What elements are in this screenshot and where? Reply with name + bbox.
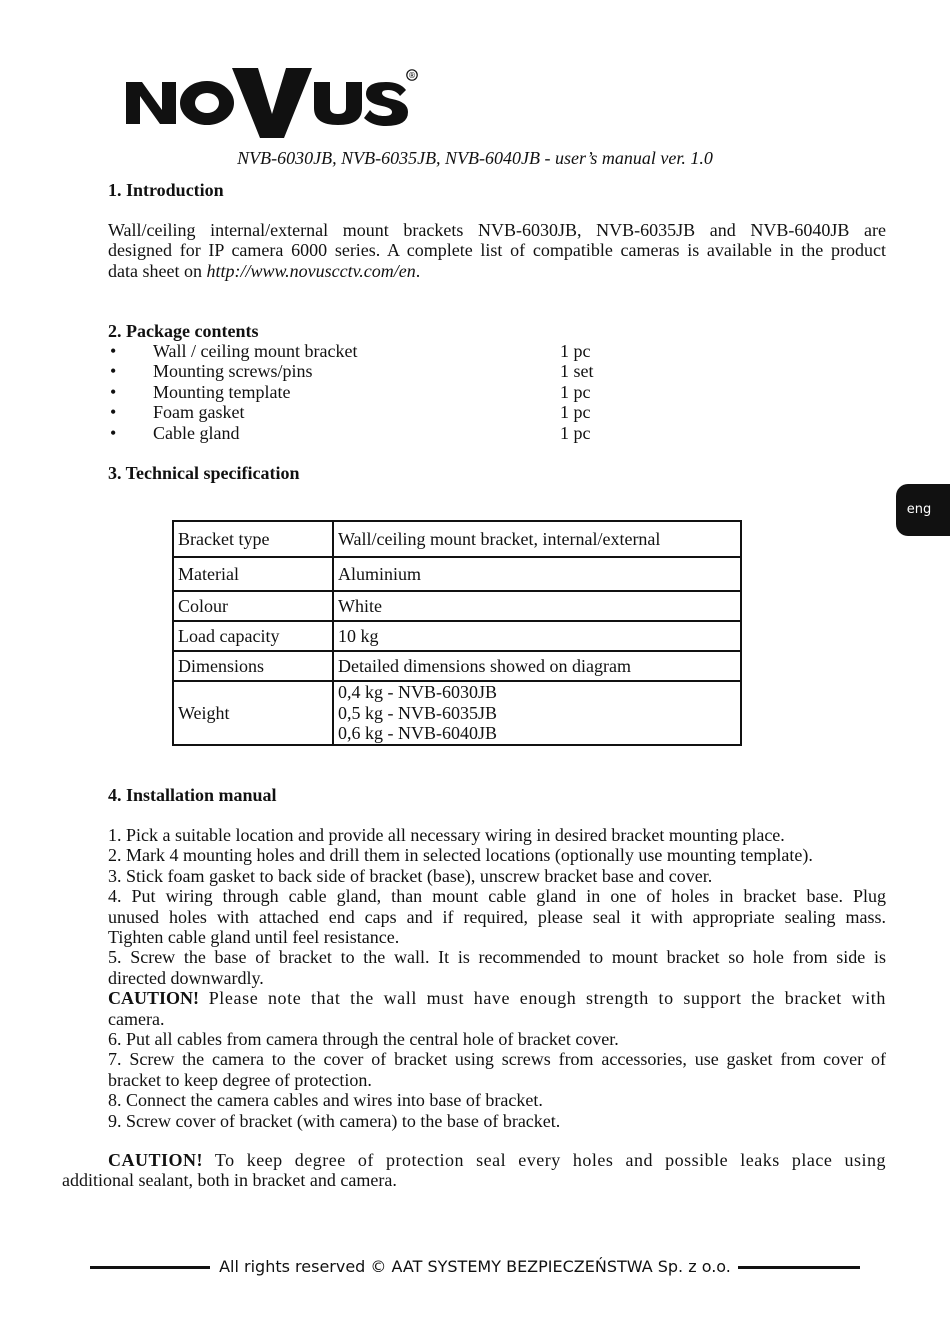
language-tab[interactable]: eng <box>896 484 950 536</box>
bullet-icon: • <box>110 422 117 443</box>
step-line: 3. Stick foam gasket to back side of bracket (base), unscrew bracket base and cover. <box>108 865 713 886</box>
spec-key: Material <box>173 557 333 591</box>
spec-key: Load capacity <box>173 621 333 651</box>
section-heading-introduction: 1. Introduction <box>108 180 224 200</box>
list-item <box>108 423 708 443</box>
item-name: Foam gasket <box>153 402 245 423</box>
intro-text: data sheet on <box>108 260 207 281</box>
step-line: 5. Screw the base of bracket to the wall. It is recommended to mount bracket so hole from side is <box>108 947 886 968</box>
caution-text: Please note that the wall must have enough strength to support the bracket with <box>199 988 886 1009</box>
caution-line <box>108 988 886 1008</box>
footer <box>0 1255 950 1279</box>
item-quantity: 1 pc <box>560 381 591 402</box>
item-quantity: 1 pc <box>560 341 591 361</box>
item-name: Mounting template <box>153 381 291 402</box>
spec-key: Bracket type <box>173 521 333 557</box>
step-line: 7. Screw the camera to the cover of bracket using screws from accessories, use gasket from cover of <box>108 1049 886 1070</box>
step-line: 8. Connect the camera cables and wires into base of bracket. <box>108 1090 543 1111</box>
step-line: 9. Screw cover of bracket (with camera) to the base of bracket. <box>108 1110 561 1131</box>
intro-text: . <box>415 260 421 281</box>
bullet-icon: • <box>110 402 117 423</box>
section-heading-technical-specification: 3. Technical specification <box>108 463 300 483</box>
novus-logo <box>124 62 420 140</box>
table-row <box>173 651 741 681</box>
item-quantity: 1 pc <box>560 422 591 443</box>
list-item <box>108 402 708 422</box>
intro-line: designed for IP camera 6000 series. A complete list of compatible cameras is available in the product <box>108 240 886 261</box>
step-line: Tighten cable gland until feel resistance. <box>108 927 400 948</box>
spec-value: Detailed dimensions showed on diagram <box>333 651 741 681</box>
step-line: unused holes with attached end caps and if required, please seal it with appropriate sealing mass. <box>108 906 886 927</box>
step-line: 2. Mark 4 mounting holes and drill them in selected locations (optionally use mounting template). <box>108 845 813 866</box>
caution-label: CAUTION! <box>108 1150 204 1170</box>
step-line: directed downwardly. <box>108 967 264 988</box>
website-link[interactable]: http://www.novuscctv.com/en <box>206 260 416 281</box>
novus-logo-graphic <box>124 62 420 140</box>
table-row <box>173 681 741 745</box>
final-caution <box>62 1150 886 1191</box>
step-line: 4. Put wiring through cable gland, than mount cable gland in one of holes in bracket base. Plug <box>108 886 886 907</box>
caution-line: camera. <box>108 1008 165 1029</box>
svg-text:®: ® <box>408 71 416 80</box>
list-item <box>108 382 708 402</box>
bullet-icon: • <box>110 341 117 361</box>
spec-value: Aluminium <box>333 557 741 591</box>
weight-value: 0,6 kg - NVB-6040JB <box>338 723 498 744</box>
spec-value: 10 kg <box>333 621 741 651</box>
bullet-icon: • <box>110 381 117 402</box>
caution-text: To keep degree of protection seal every holes and possible leaks place using <box>203 1150 886 1170</box>
installation-steps <box>108 825 886 1131</box>
spec-key: Weight <box>173 681 333 745</box>
intro-line <box>108 261 886 281</box>
item-name: Cable gland <box>153 422 240 443</box>
document-subtitle: NVB-6030JB, NVB-6035JB, NVB-6040JB - user’s manual ver. 1.0 <box>237 148 713 168</box>
table-row <box>173 521 741 557</box>
package-contents-list <box>108 341 708 443</box>
spec-key: Colour <box>173 591 333 621</box>
footer-divider <box>738 1266 860 1269</box>
specification-table <box>172 520 742 746</box>
spec-value: White <box>333 591 741 621</box>
table-row <box>173 557 741 591</box>
spec-value <box>333 681 741 745</box>
caution-label: CAUTION! <box>108 988 200 1009</box>
introduction-paragraph <box>108 220 886 281</box>
step-line: 1. Pick a suitable location and provide all necessary wiring in desired bracket mounting place. <box>108 825 785 845</box>
section-heading-installation-manual: 4. Installation manual <box>108 785 277 805</box>
final-caution-line: additional sealant, both in bracket and camera. <box>62 1170 397 1191</box>
spec-key: Dimensions <box>173 651 333 681</box>
item-name: Wall / ceiling mount bracket <box>153 341 358 361</box>
step-line: bracket to keep degree of protection. <box>108 1069 372 1090</box>
bullet-icon: • <box>110 361 117 382</box>
item-quantity: 1 pc <box>560 402 591 423</box>
footer-copyright: All rights reserved © AAT SYSTEMY BEZPIECZEŃSTWA Sp. z o.o. <box>219 1257 731 1276</box>
item-name: Mounting screws/pins <box>153 361 313 382</box>
step-line: 6. Put all cables from camera through the central hole of bracket cover. <box>108 1029 619 1050</box>
item-quantity: 1 set <box>560 361 594 382</box>
list-item <box>108 361 708 381</box>
list-item <box>108 341 708 361</box>
spec-value: Wall/ceiling mount bracket, internal/external <box>333 521 741 557</box>
section-heading-package-contents: 2. Package contents <box>108 321 259 341</box>
weight-value: 0,5 kg - NVB-6035JB <box>338 702 498 723</box>
table-row <box>173 621 741 651</box>
final-caution-line <box>62 1150 886 1170</box>
weight-value: 0,4 kg - NVB-6030JB <box>338 682 498 703</box>
table-row <box>173 591 741 621</box>
intro-line: Wall/ceiling internal/external mount brackets NVB-6030JB, NVB-6035JB and NVB-6040JB are <box>108 220 886 240</box>
